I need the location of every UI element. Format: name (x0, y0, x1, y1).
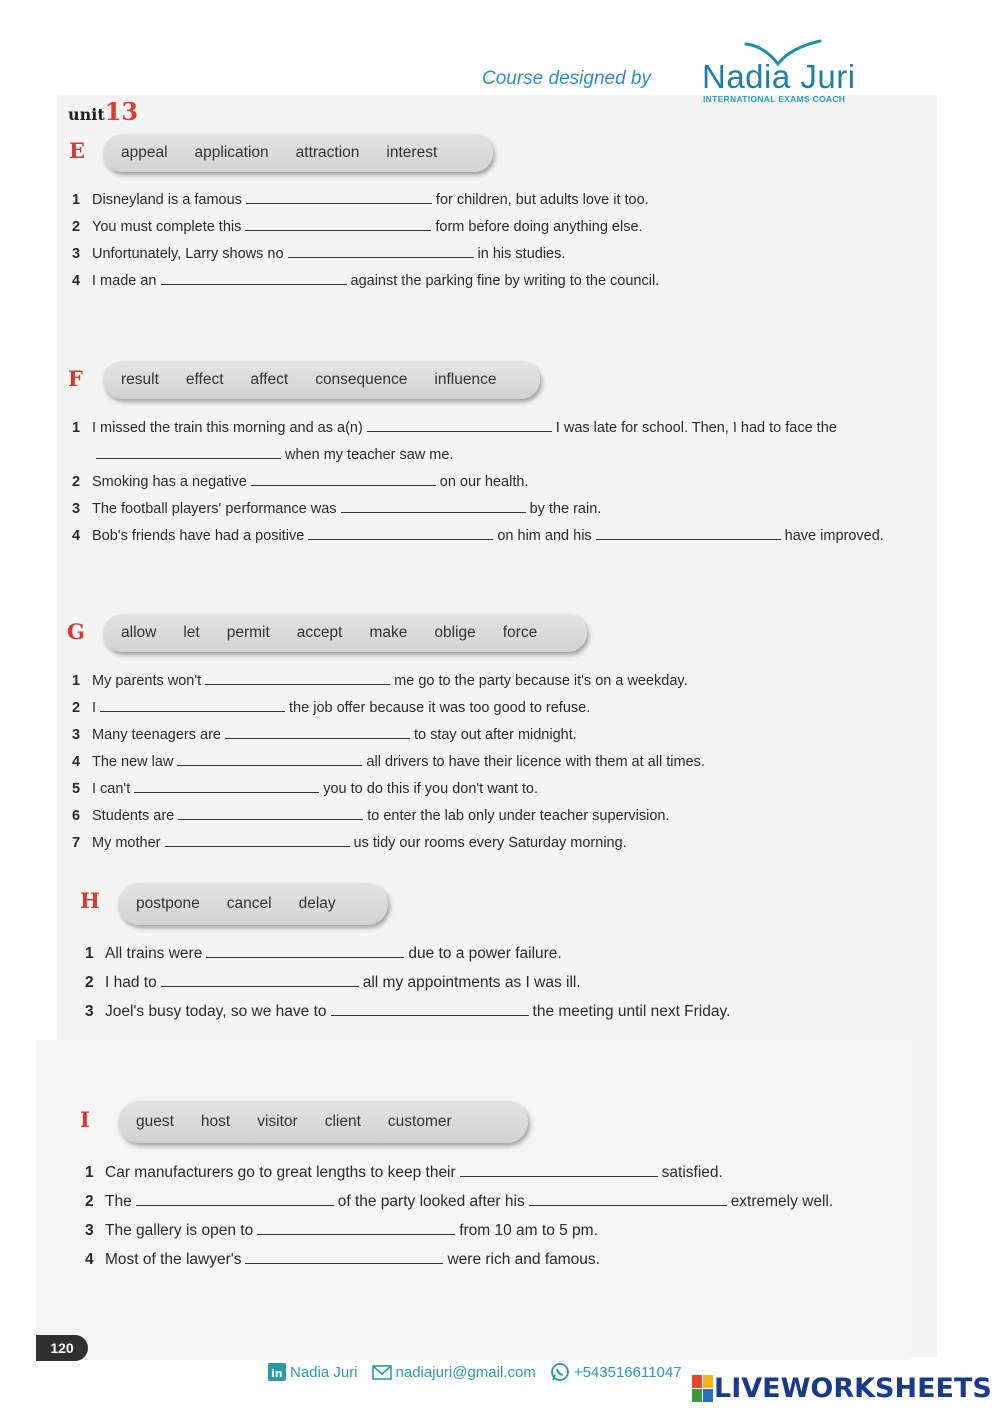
word-box-h (118, 883, 388, 925)
exercise-i2: 2 The of the party looked after his extremely well. (85, 1193, 834, 1210)
section-letter-g: G (67, 619, 85, 644)
word-chip: oblige (434, 624, 476, 641)
exercise-g7: 7 My mother us tidy our rooms every Saturday morning. (72, 835, 627, 851)
answer-blank[interactable] (460, 1164, 658, 1177)
answer-blank[interactable] (251, 473, 436, 486)
exercise-g2: 2 I the job offer because it was too good to refuse. (72, 700, 591, 716)
answer-blank[interactable] (225, 726, 410, 739)
answer-blank[interactable] (529, 1193, 727, 1206)
footer-contact (268, 1362, 682, 1382)
word-chip: effect (185, 371, 224, 388)
section-letter-i: I (80, 1107, 90, 1132)
course-designed-by: Course designed by (482, 68, 651, 89)
exercise-e4: 4 I made an against the parking fine by writing to the council. (72, 273, 660, 289)
answer-blank[interactable] (177, 753, 362, 766)
answer-blank[interactable] (100, 699, 285, 712)
word-box-g (103, 614, 587, 652)
answer-blank[interactable] (257, 1222, 455, 1235)
exercise-i1: 1 Car manufacturers go to great lengths to keep their satisfied. (85, 1164, 723, 1181)
word-chip: interest (386, 144, 438, 161)
exercise-f1-cont: when my teacher saw me. (72, 446, 453, 463)
answer-blank[interactable] (246, 191, 432, 204)
answer-blank[interactable] (134, 780, 319, 793)
exercise-e1: 1 Disneyland is a famous for children, but adults love it too. (72, 192, 649, 208)
section-letter-f: F (68, 366, 83, 391)
answer-blank[interactable] (308, 527, 493, 540)
whatsapp-icon (550, 1362, 570, 1382)
answer-blank[interactable] (367, 419, 552, 432)
exercise-g1: 1 My parents won't me go to the party because it's on a weekday. (72, 673, 688, 689)
exercise-i3: 3 The gallery is open to from 10 am to 5 pm. (85, 1222, 598, 1239)
word-chip: permit (226, 624, 270, 641)
logo-subtitle: INTERNATIONAL EXAMS COACH (703, 94, 846, 104)
svg-text:in: in (271, 1367, 283, 1380)
answer-blank[interactable] (288, 245, 474, 258)
exercise-g5: 5 I can't you to do this if you don't want to. (72, 781, 538, 797)
word-chip: attraction (295, 144, 360, 161)
section-letter-e: E (69, 138, 86, 163)
email-link[interactable]: nadiajuri@gmail.com (395, 1363, 536, 1381)
word-chip: let (183, 624, 200, 641)
liveworksheets-logo-icon (692, 1375, 714, 1403)
word-chip: application (194, 144, 269, 161)
page-number: 120 (36, 1335, 88, 1361)
word-chip: influence (434, 371, 497, 388)
word-chip: cancel (226, 895, 272, 912)
phone-number[interactable]: +543516611047 (573, 1363, 682, 1381)
answer-blank[interactable] (206, 945, 404, 958)
word-chip: appeal (121, 144, 168, 161)
word-box-f (103, 361, 540, 399)
answer-blank[interactable] (136, 1193, 334, 1206)
unit-heading (68, 97, 138, 126)
answer-blank[interactable] (245, 218, 431, 231)
word-chip: make (369, 624, 408, 641)
answer-blank[interactable] (245, 1251, 443, 1264)
word-chip: accept (296, 624, 343, 641)
word-chip: force (502, 624, 538, 641)
linkedin-icon (268, 1363, 286, 1381)
word-chip: delay (298, 895, 336, 912)
exercise-f2: 2 Smoking has a negative on our health. (72, 474, 529, 490)
answer-blank[interactable] (178, 807, 363, 820)
exercise-i4: 4 Most of the lawyer's were rich and famous. (85, 1251, 600, 1268)
word-chip: result (121, 371, 159, 388)
unit-number: 13 (104, 97, 139, 126)
exercise-h3: 3 Joel's busy today, so we have to the meeting until next Friday. (85, 1003, 731, 1020)
word-chip: client (324, 1113, 361, 1130)
answer-blank[interactable] (331, 1003, 529, 1016)
word-chip: postpone (136, 895, 200, 912)
answer-blank[interactable] (341, 500, 526, 513)
exercise-e2: 2 You must complete this form before doing anything else. (72, 219, 643, 235)
mail-icon (372, 1365, 392, 1380)
linkedin-name[interactable]: Nadia Juri (290, 1363, 358, 1381)
exercise-f1: 1 I missed the train this morning and as a(n) I was late for school. Then, I had to face the (72, 420, 837, 436)
exercise-g6: 6 Students are to enter the lab only under teacher supervision. (72, 808, 670, 824)
liveworksheets-text: LIVEWORKSHEETS (714, 1373, 992, 1404)
answer-blank[interactable] (161, 272, 347, 285)
exercise-h2: 2 I had to all my appointments as I was ill. (85, 974, 581, 991)
exercise-g4: 4 The new law all drivers to have their licence with them at all times. (72, 754, 705, 770)
exercise-f3: 3 The football players' performance was by the rain. (72, 501, 602, 517)
word-chip: guest (136, 1113, 174, 1130)
word-chip: host (200, 1113, 231, 1130)
answer-blank[interactable] (165, 834, 350, 847)
exercise-g3: 3 Many teenagers are to stay out after midnight. (72, 727, 577, 743)
word-chip: visitor (257, 1113, 298, 1130)
answer-blank[interactable] (596, 527, 781, 540)
word-box-e (103, 134, 493, 172)
section-letter-h: H (80, 888, 100, 913)
word-box-i (118, 1101, 528, 1143)
answer-blank[interactable] (96, 446, 281, 459)
liveworksheets-watermark (692, 1373, 992, 1404)
logo-name: Nadia Juri (702, 58, 856, 95)
exercise-h1: 1 All trains were due to a power failure. (85, 945, 562, 962)
exercise-e3: 3 Unfortunately, Larry shows no in his studies. (72, 246, 566, 262)
unit-label: unit (68, 105, 105, 124)
word-chip: allow (121, 624, 157, 641)
word-chip: consequence (315, 371, 408, 388)
answer-blank[interactable] (161, 974, 359, 987)
exercise-f4: 4 Bob's friends have had a positive on him and his have improved. (72, 528, 884, 544)
answer-blank[interactable] (205, 672, 390, 685)
word-chip: affect (250, 371, 289, 388)
word-chip: customer (387, 1113, 452, 1130)
